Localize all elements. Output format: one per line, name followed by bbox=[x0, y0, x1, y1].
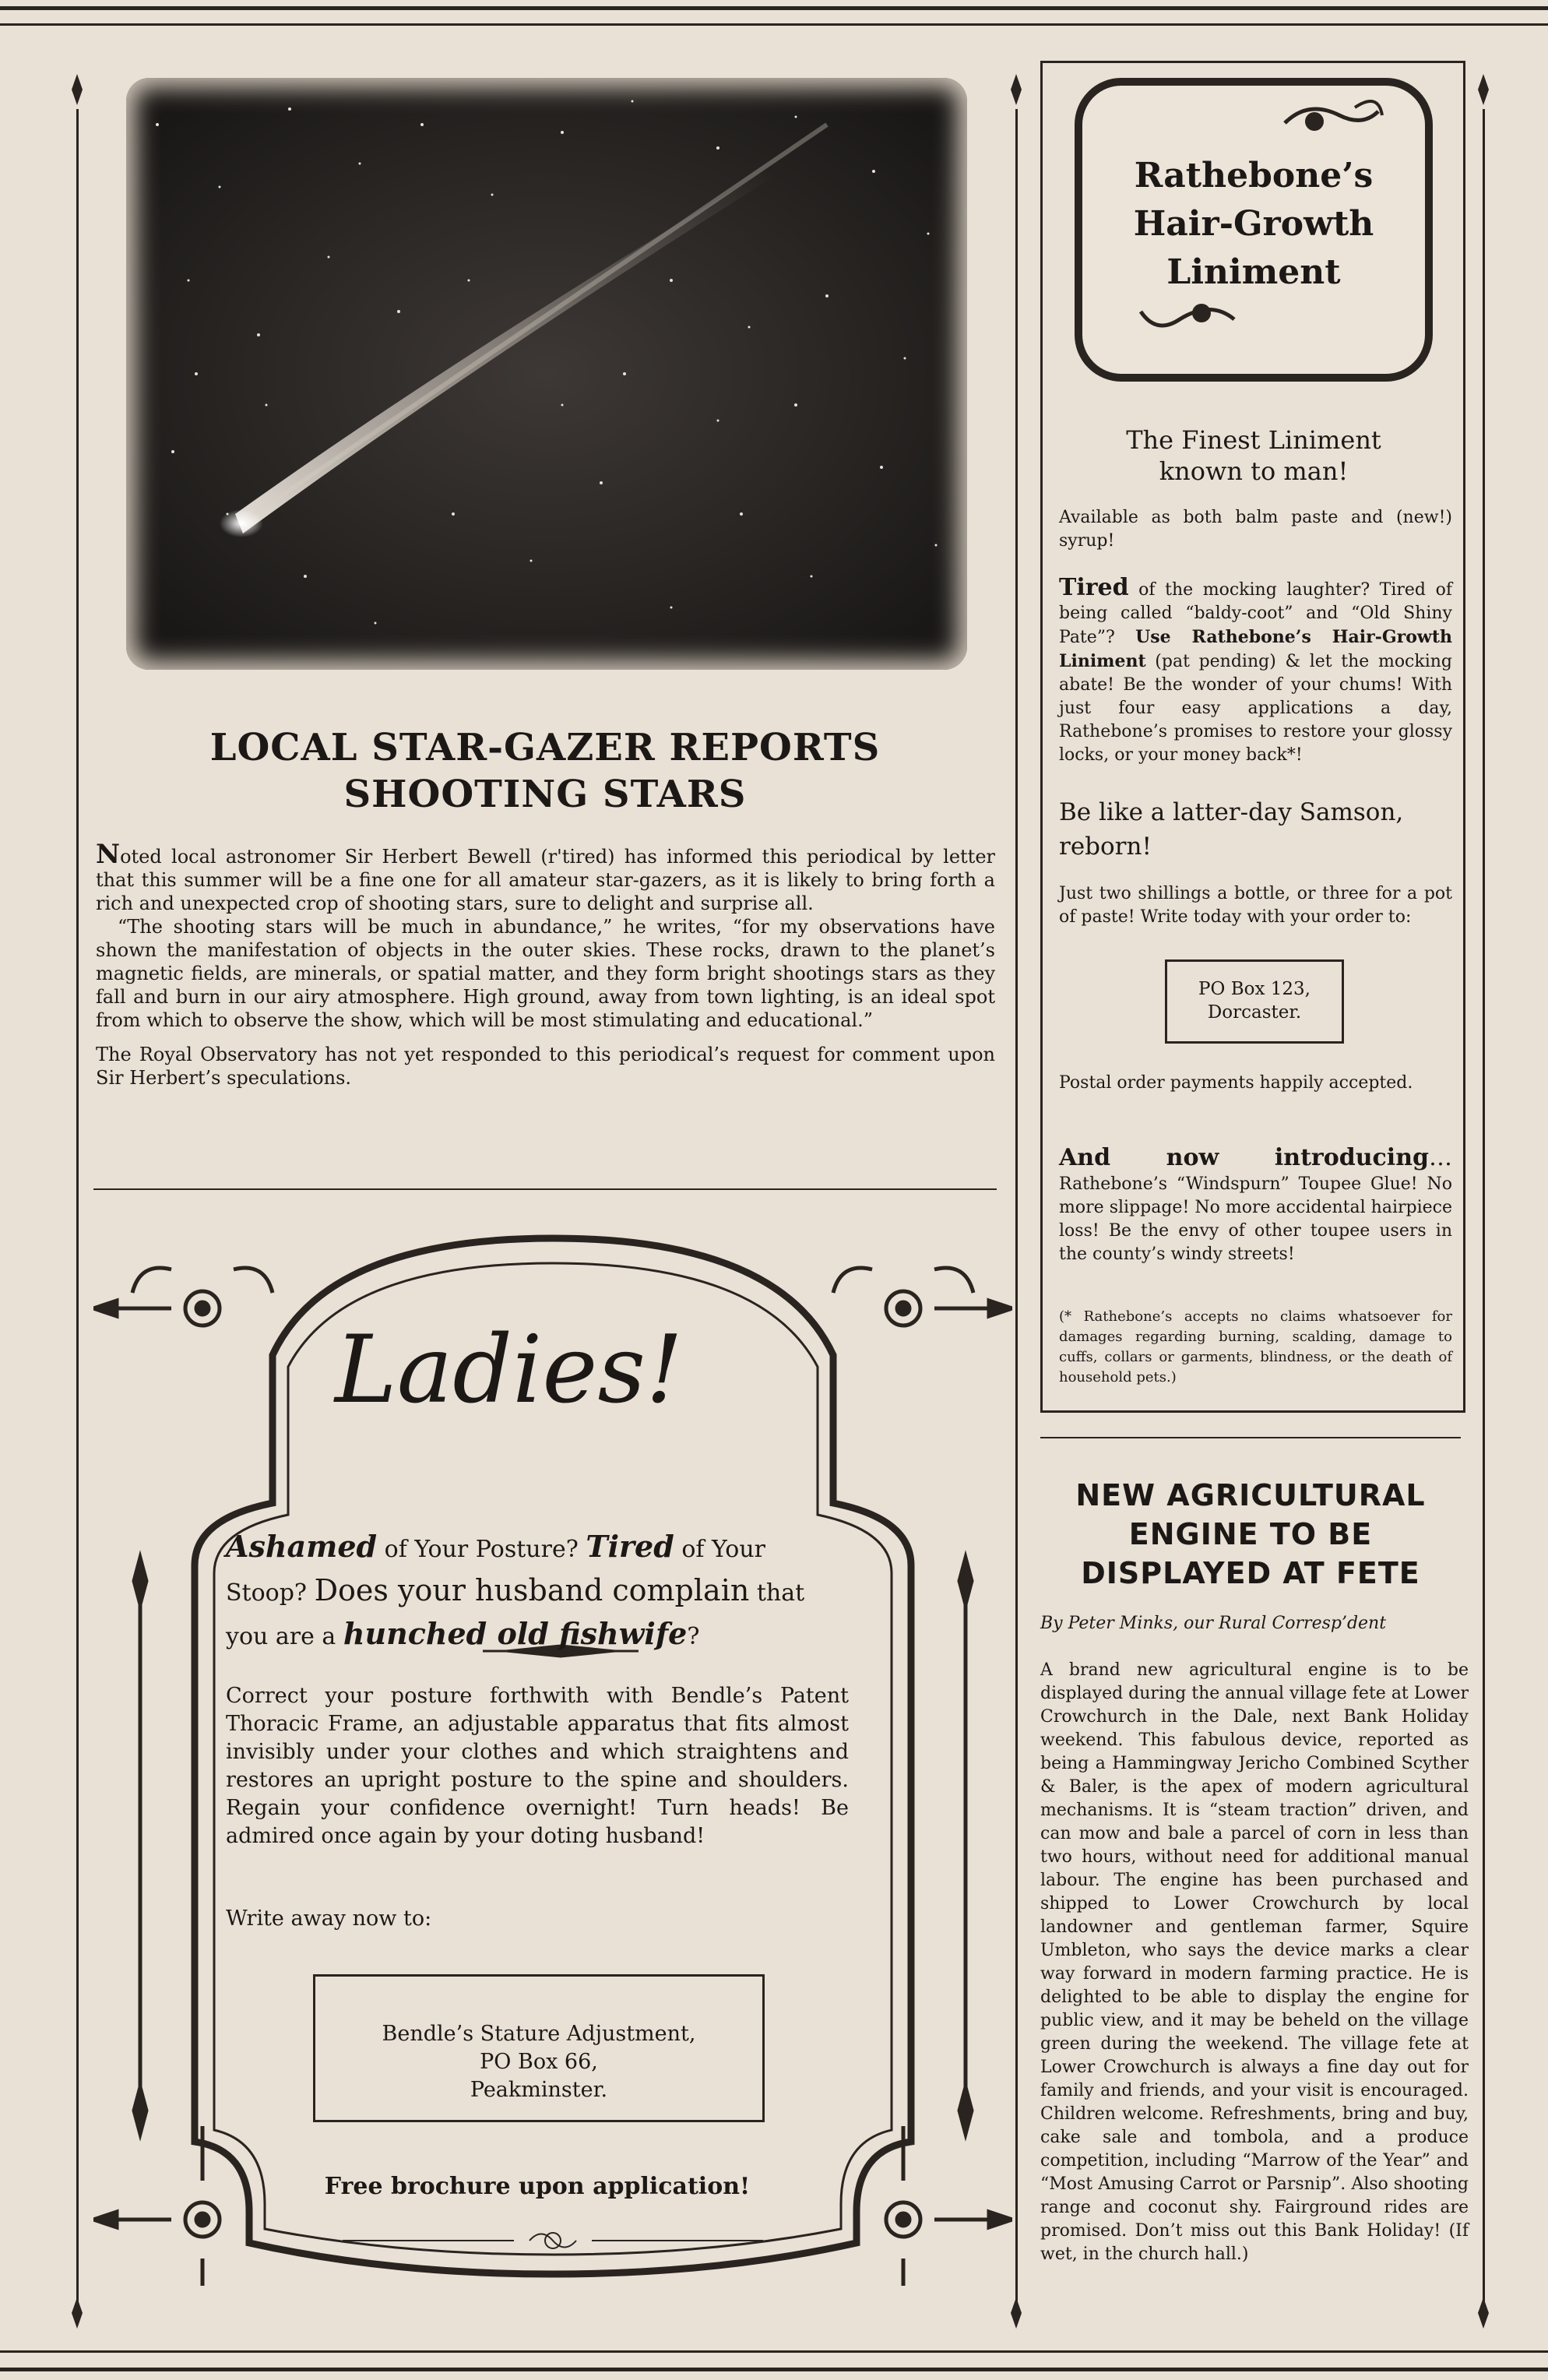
liniment-and-now bbox=[1059, 1143, 1452, 1173]
agri-headline-line3: DISPLAYED AT FETE bbox=[1081, 1556, 1420, 1590]
liniment-introducing bbox=[1059, 1143, 1452, 1388]
liniment-disclaimer: (* Rathebone’s accepts no claims whatsoever for damages regarding burning, scalding, damage to cuffs, collars or garments, blindness, or the death of household pets.) bbox=[1059, 1308, 1452, 1385]
liniment-tired-text2: (pat pending) & let the mocking abate! Be the wonder of your chums! With just four easy applications a day, Rathebone’s promises to restore your glossy locks, or your money back*! bbox=[1059, 652, 1453, 765]
liniment-ellipsis: … bbox=[1429, 1144, 1452, 1171]
column-divider-left bbox=[93, 1188, 997, 1190]
agri-headline-line1: NEW AGRICULTURAL bbox=[1075, 1478, 1426, 1512]
liniment-tired-text: of the mocking laughter? Tired of being called “baldy-coot” and “Old Shiny Pate”? bbox=[1059, 580, 1452, 647]
ladies-write-away: Write away now to: bbox=[226, 1906, 432, 1931]
agri-article-headline bbox=[1040, 1476, 1461, 1593]
ladies-title: Ladies! bbox=[335, 1316, 684, 1424]
column-divider-right bbox=[1040, 1437, 1461, 1438]
side-rod-right-icon bbox=[959, 1558, 972, 2134]
center-column-rule-finial-top bbox=[1011, 74, 1022, 105]
liniment-tagline-line2: known to man! bbox=[1159, 456, 1349, 486]
liniment-tired-word: Tired bbox=[1059, 574, 1129, 601]
comet-illustration bbox=[126, 78, 967, 670]
ladies-body: Correct your posture forthwith with Bendle’s Patent Thoracic Frame, an adjustable apparatus that fits almost invisibly under your clothes and which straightens and restores an upright posture to the spine and shoulders. Regain your confidence overnight! Turn heads! Be admired once again by your doting husband! bbox=[226, 1684, 849, 1848]
bottom-ornament-icon bbox=[343, 2233, 763, 2248]
liniment-title-line3: Liniment bbox=[1166, 252, 1341, 292]
left-column-rule-finial-bottom bbox=[72, 2297, 83, 2329]
top-rule-thin bbox=[0, 23, 1548, 26]
top-rule bbox=[0, 6, 1548, 10]
liniment-tired-paragraph bbox=[1059, 576, 1452, 767]
flourish-top-left-icon bbox=[93, 1268, 273, 1326]
right-column-rule bbox=[1483, 109, 1485, 2305]
star-article-headline-line2: SHOOTING STARS bbox=[343, 773, 747, 816]
star-article-headline-line1: LOCAL STAR-GAZER REPORTS bbox=[209, 726, 881, 769]
right-column-rule-finial-bottom bbox=[1478, 2297, 1489, 2329]
ladies-address-line2: PO Box 66, bbox=[480, 2050, 598, 2074]
liniment-title-line2: Hair-Growth bbox=[1133, 204, 1374, 244]
word-ashamed: Ashamed bbox=[226, 1529, 378, 1564]
word-tired: Tired bbox=[586, 1529, 674, 1564]
star-article-para1 bbox=[96, 839, 995, 915]
agri-headline-line2: ENGINE TO BE bbox=[1128, 1517, 1373, 1551]
center-column-rule bbox=[1015, 109, 1018, 2305]
word-hunched-fishwife: hunched old fishwife bbox=[343, 1616, 688, 1651]
liniment-tagline-line1: The Finest Liniment bbox=[1126, 425, 1381, 455]
liniment-address-box bbox=[1165, 959, 1344, 1044]
liniment-tagline bbox=[1059, 424, 1448, 487]
liniment-address-line2: Dorcaster. bbox=[1207, 1002, 1302, 1023]
star-article-para2: “The shooting stars will be much in abundance,” he writes, “for my observations have shown the manifestation of objects in the outer skies. These rocks, drawn to the planet’s magnetic fields, are minerals, or spatial matter, and they form bright shootings stars as they fall and burn in our airy atmosphere. High ground, away from town lighting, is an ideal spot from which to observe the show, which will be most stimulating and educational.” bbox=[96, 916, 995, 1031]
liniment-title-line1: Rathebone’s bbox=[1134, 156, 1374, 195]
text-question-mark: ? bbox=[687, 1623, 700, 1650]
text-does-husband: Does your husband complain bbox=[314, 1573, 750, 1607]
star-article-para1-text: oted local astronomer Sir Herbert Bewell (r'tired) has informed this periodical by letter that this summer will be a fine one for all amateur star-gazers, as it is likely to bring forth a rich and unexpected crop of shooting stars, sure to delight and surprise all. bbox=[96, 846, 995, 914]
liniment-title bbox=[1075, 152, 1433, 297]
star-article-body bbox=[96, 839, 995, 1090]
side-rod-left-icon bbox=[134, 1558, 146, 2134]
text-of-your: of Your bbox=[681, 1536, 765, 1563]
flourish-bottom-right-icon bbox=[886, 2126, 1012, 2286]
liniment-postal: Postal order payments happily accepted. bbox=[1059, 1073, 1413, 1093]
stars bbox=[156, 100, 938, 625]
liniment-toupee: Rathebone’s “Windspurn” Toupee Glue! No more slippage! No more accidental hairpiece loss! Be the envy of other toupee users in the county’s windy streets! bbox=[1059, 1174, 1452, 1264]
agri-body: A brand new agricultural engine is to be displayed during the annual village fete at Lower Crowchurch in the Dale, next Bank Holiday weekend. This fabulous device, reported as being a Hammingway Jericho Combined Scyther & Baler, is the apex of modern agricultural mechanisms. It is “steam traction” driven, and can mow and bale a parcel of corn in less than two hours, without need for additional manual labour. The engine has been purchased and shipped to Lower Crowchurch by local landowner and gentleman farmer, Squire Umbleton, who says the device marks a clear way forward in modern farming practice. He is delighted to be able to display the engine for public view, and it may be beheld on the village green during the weekend. The village fete at Lower Crowchurch is always a fine day out for family and friends, and your visit is encouraged. Children welcome. Refreshments, bring and buy, cake sale and tombola, and a produce competition, including “Marrow of the Year” and “Most Amusing Carrot or Parsnip”. Also shooting range and coconut shy. Fairground rides are promised. Don’t miss out this Bank Holiday! (If wet, in the church hall.) bbox=[1040, 1660, 1469, 2264]
comet bbox=[220, 125, 827, 537]
star-article-headline bbox=[132, 724, 958, 818]
flourish-bottom-left-icon bbox=[93, 2126, 220, 2286]
right-column-rule-finial-top bbox=[1478, 74, 1489, 105]
flourish-top-right-icon bbox=[833, 1268, 1012, 1326]
liniment-samson: Be like a latter-day Samson, reborn! bbox=[1059, 798, 1404, 861]
center-column-rule-finial-bottom bbox=[1011, 2297, 1022, 2329]
bottom-rule bbox=[0, 2368, 1548, 2371]
ladies-address-box bbox=[313, 1974, 765, 2122]
ladies-brochure: Free brochure upon application! bbox=[324, 2173, 751, 2200]
drop-cap: N bbox=[96, 839, 121, 870]
ladies-lead bbox=[226, 1526, 857, 1657]
left-column-rule bbox=[76, 109, 79, 2305]
text-that: that bbox=[756, 1579, 805, 1607]
liniment-available: Available as both balm paste and (new!) syrup! bbox=[1059, 508, 1452, 551]
bottom-rule-thin bbox=[0, 2350, 1548, 2353]
liniment-price: Just two shillings a bottle, or three for a pot of paste! Write today with your order to: bbox=[1059, 884, 1452, 927]
liniment-and-now-text: And now introducing bbox=[1059, 1144, 1429, 1171]
liniment-address-line1: PO Box 123, bbox=[1198, 979, 1311, 999]
liniment-use-text: Use Rathebone’s Hair-Growth Liniment bbox=[1059, 627, 1452, 671]
comet-photo bbox=[126, 78, 967, 670]
ladies-address-line3: Peakminster. bbox=[470, 2078, 608, 2102]
flourish-swirl-top-icon bbox=[1277, 92, 1386, 146]
agri-byline: By Peter Minks, our Rural Corresp’dent bbox=[1040, 1614, 1387, 1633]
text-you-are-a: you are a bbox=[226, 1623, 336, 1650]
liniment-body bbox=[1059, 506, 1452, 929]
text-stoop: Stoop? bbox=[226, 1579, 308, 1607]
star-article-para3: The Royal Observatory has not yet responded to this periodical’s request for comment upon Sir Herbert’s speculations. bbox=[96, 1044, 995, 1089]
text-of-your-posture: of Your Posture? bbox=[384, 1536, 579, 1563]
left-column-rule-finial-top bbox=[72, 74, 83, 105]
ladies-address-line1: Bendle’s Stature Adjustment, bbox=[382, 2022, 696, 2046]
